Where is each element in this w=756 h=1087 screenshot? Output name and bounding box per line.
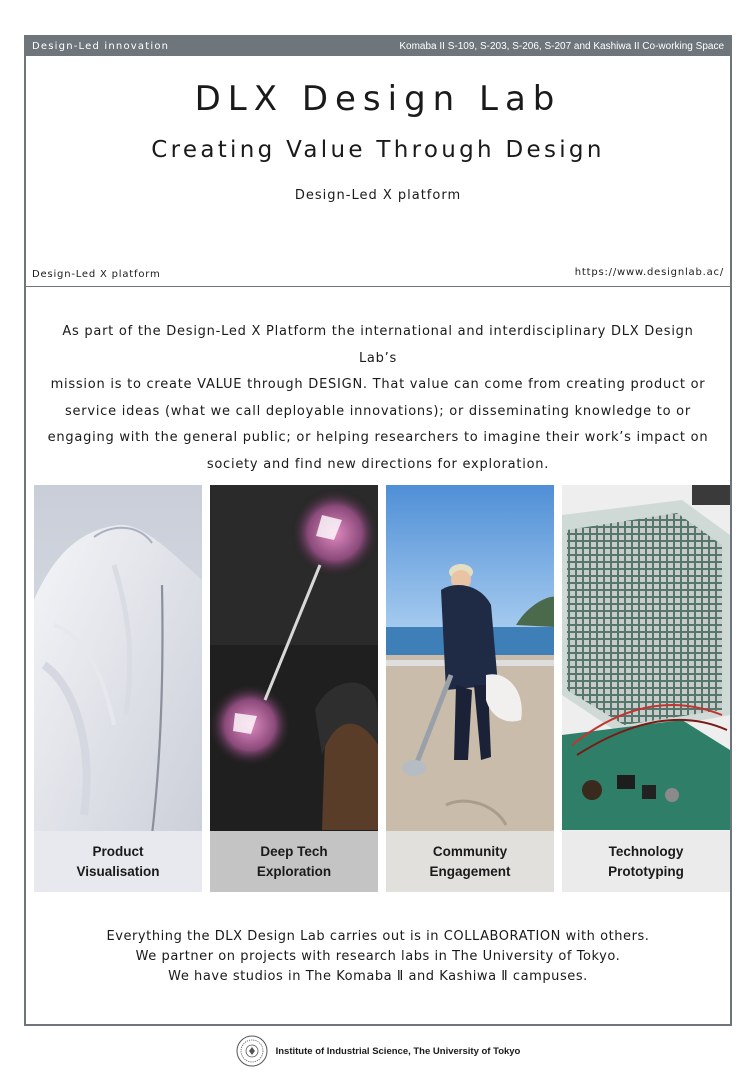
page-footer <box>0 1035 756 1067</box>
card-title-line2: Exploration <box>256 863 332 879</box>
university-seal-icon <box>236 1035 268 1067</box>
top-bar-right: Komaba II S-109, S-203, S-206, S-207 and Kashiwa II Co-working Space <box>399 41 724 52</box>
card-product-visualisation[interactable] <box>34 485 202 892</box>
card-community-engagement[interactable] <box>386 485 554 892</box>
card-caption <box>562 831 730 892</box>
poster-frame <box>24 35 732 1026</box>
top-bar <box>26 37 730 56</box>
card-title-line2: Engagement <box>429 863 511 879</box>
closing-line: Everything the DLX Design Lab carries out is in COLLABORATION with others. <box>106 929 650 944</box>
page-subtitle: Creating Value Through Design <box>151 137 605 163</box>
card-caption <box>34 831 202 892</box>
intro-paragraph <box>46 319 710 478</box>
card-title-line1: Product <box>92 843 144 859</box>
card-title-line2: Visualisation <box>76 863 160 879</box>
intro-line: service ideas (what we call deployable innovations); or disseminating knowledge to or <box>65 403 691 419</box>
card-deep-tech-exploration[interactable] <box>210 485 378 892</box>
card-technology-prototyping[interactable] <box>562 485 730 892</box>
card-caption <box>210 831 378 892</box>
card-caption <box>386 831 554 892</box>
header-platform-label: Design-Led X platform <box>32 269 161 280</box>
card-title-line1: Technology <box>608 843 684 859</box>
institution-name: Institute of Industrial Science, The University of Tokyo <box>275 1045 521 1057</box>
closing-paragraph <box>26 927 730 987</box>
website-link[interactable]: https://www.designlab.ac/ <box>574 267 724 278</box>
card-title-line2: Prototyping <box>608 863 684 879</box>
tagline: Design-Led X platform <box>294 188 462 203</box>
project-gallery <box>34 485 732 892</box>
intro-line: engaging with the general public; or helping researchers to imagine their work’s impact on <box>47 430 709 445</box>
intro-line: society and find new directions for exploration. <box>206 456 550 472</box>
header-divider <box>26 286 730 287</box>
card-title-line1: Deep Tech <box>260 843 328 859</box>
closing-line: We have studios in The Komaba Ⅱ and Kashiwa Ⅱ campuses. <box>168 969 588 984</box>
intro-line: mission is to create VALUE through DESIGN. That value can come from creating product or <box>50 377 706 392</box>
page-title: DLX Design Lab <box>194 79 562 119</box>
card-title-line1: Community <box>432 843 508 859</box>
closing-line: We partner on projects with research labs in The University of Tokyo. <box>135 949 621 964</box>
top-bar-left: Design-Led innovation <box>32 41 170 52</box>
intro-line: As part of the Design-Led X Platform the international and interdisciplinary DLX Design Lab’s <box>62 324 694 366</box>
